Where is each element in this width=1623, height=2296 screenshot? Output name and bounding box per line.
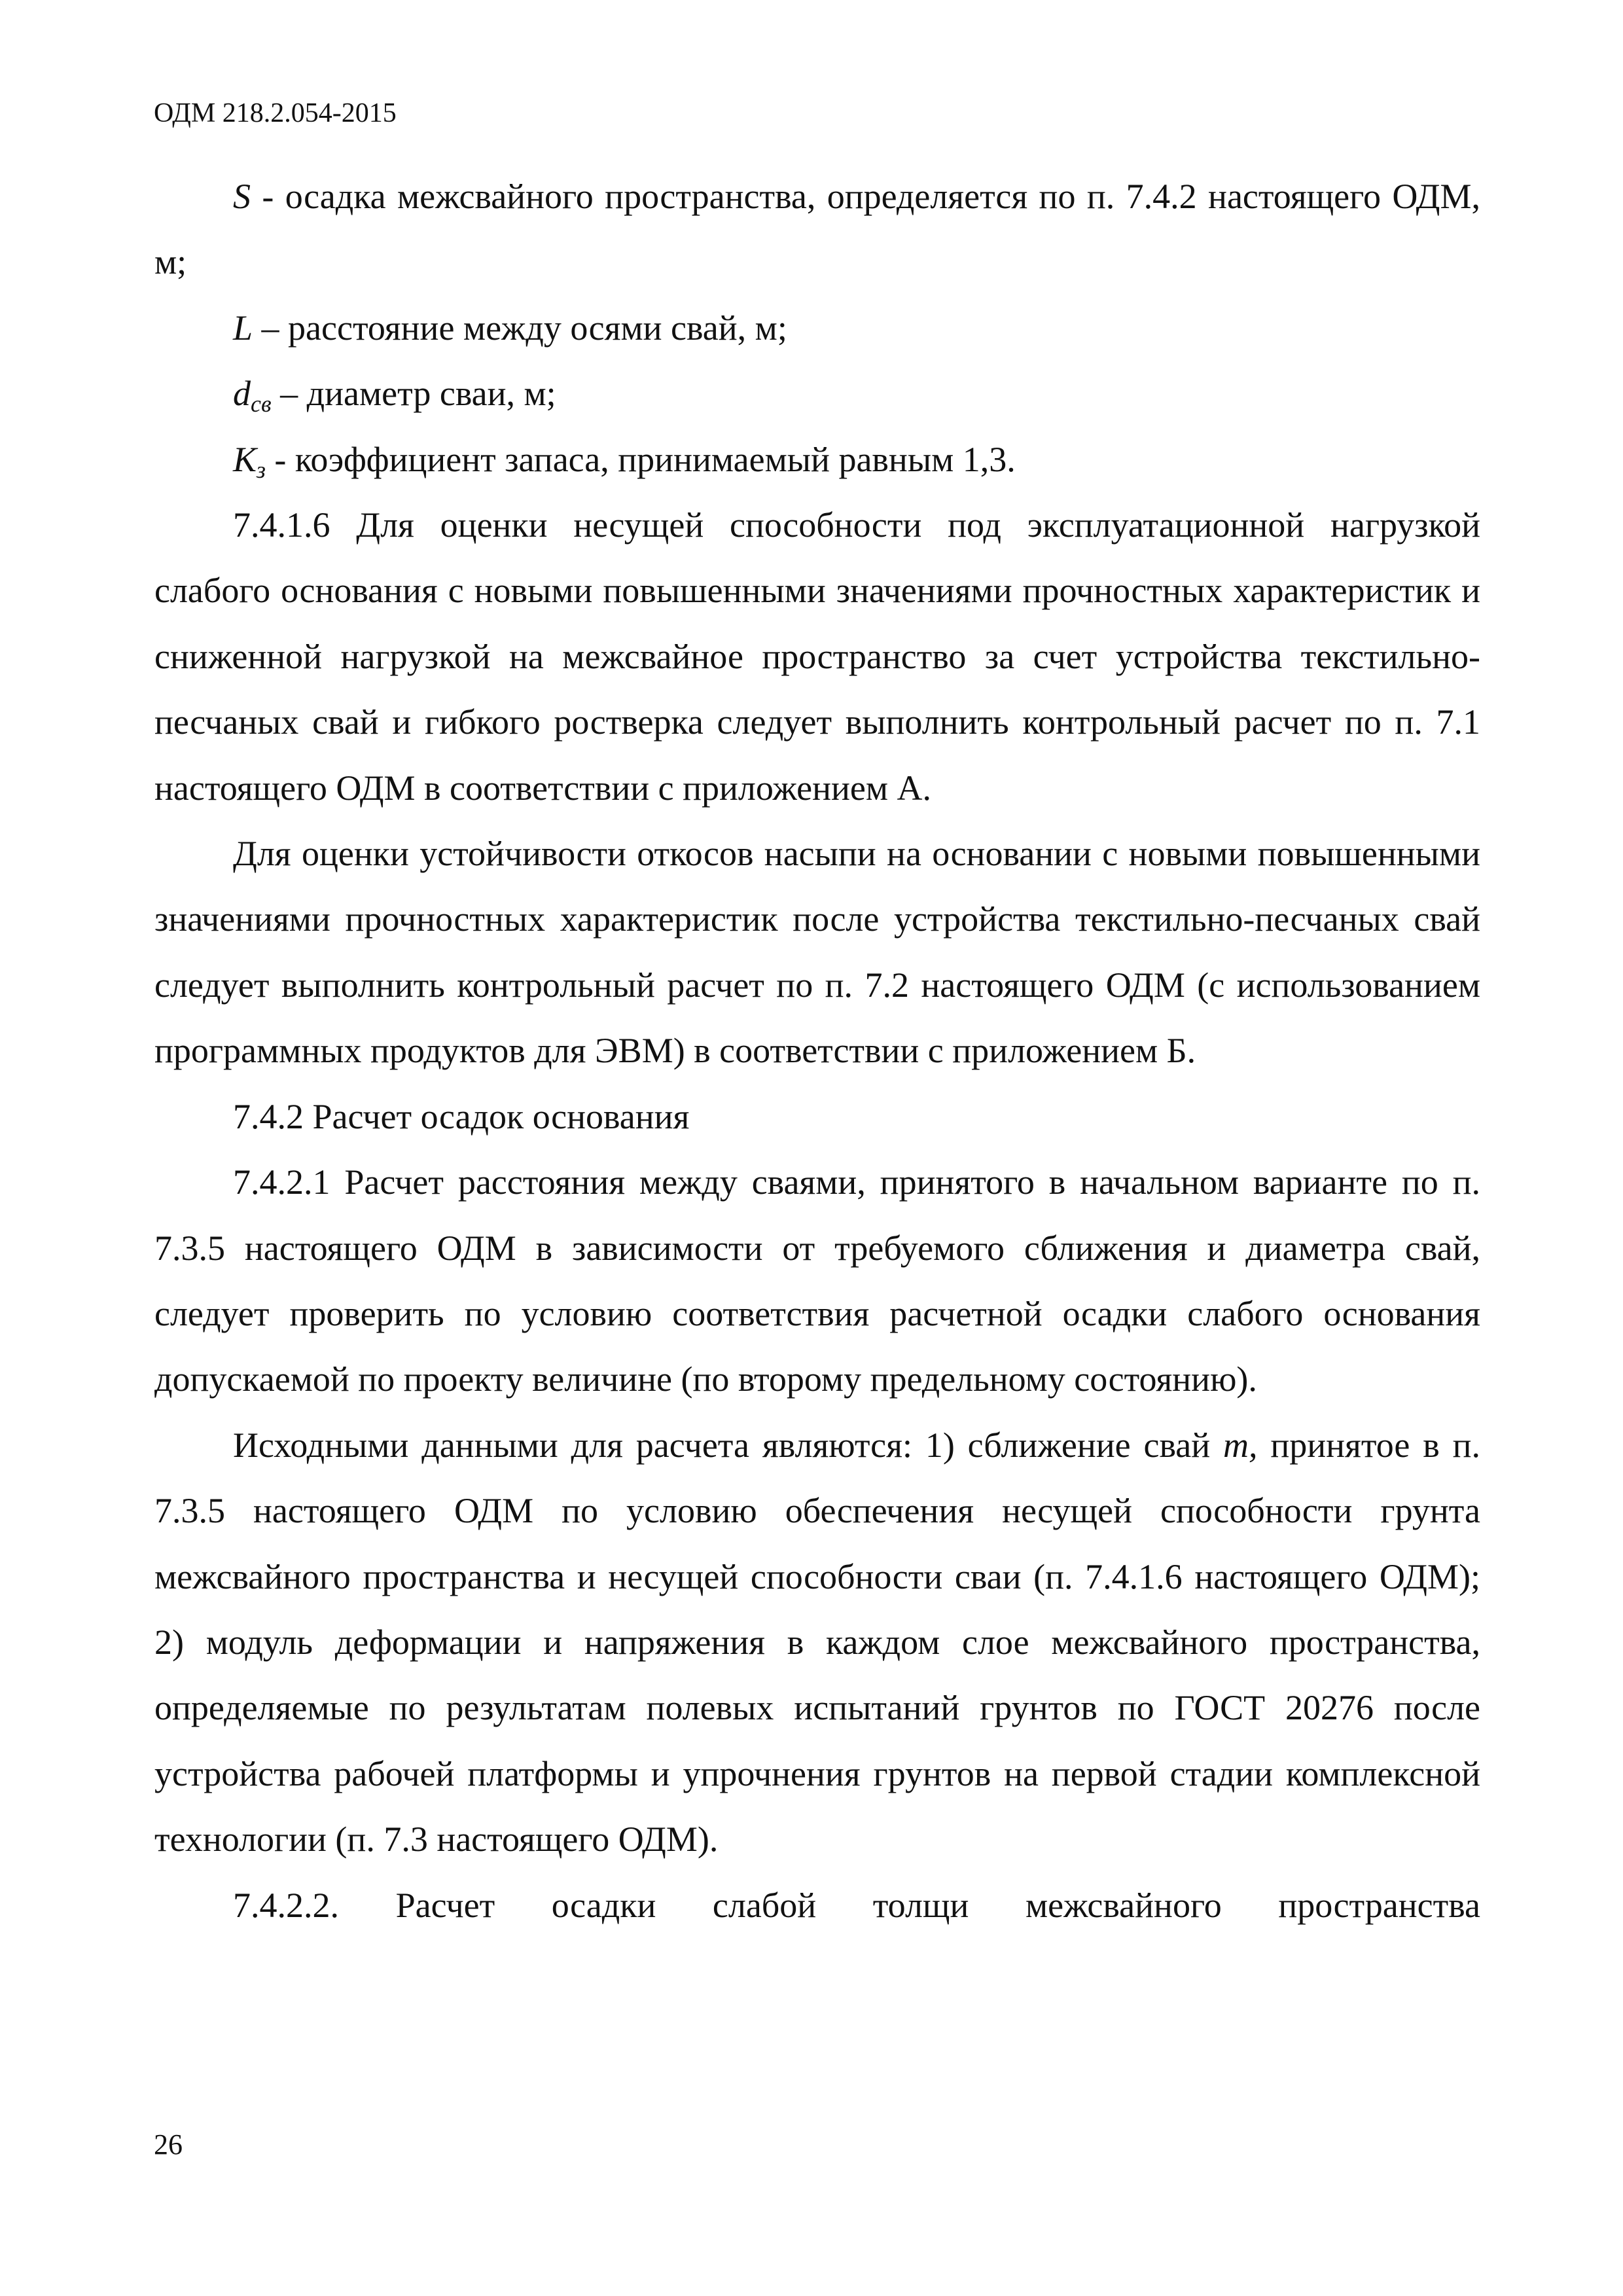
- symbol-dsv-subscript: св: [251, 391, 272, 418]
- paragraph-slope-stability: Для оценки устойчивости откосов насыпи на основании с новыми повышенными значениями прочностных характеристик после устройства текстильно-песчаных свай следует выполнить контрольный расчет по п. 7.2 настоящего ОДМ (с использованием программных продуктов для ЭВМ) в соответствии с приложением Б.: [154, 834, 1480, 1071]
- document-body: [154, 164, 1480, 1938]
- symbol-l: L: [233, 308, 253, 348]
- symbol-s: S: [233, 177, 251, 216]
- definition-s: [154, 164, 1480, 295]
- document-code-header: ОДМ 218.2.054-2015: [154, 98, 397, 128]
- symbol-kz: $К_з$: [233, 439, 266, 483]
- page-number: 26: [154, 2128, 183, 2161]
- definition-kz-text: - коэффициент запаса, принимаемый равным 1,3.: [265, 439, 1016, 479]
- symbol-dsv: $d_{св}$: [233, 374, 272, 418]
- paragraph-input-data: Исходными данными для расчета являются: 1) сближение свай m, принятое в п. 7.3.5 настоящего ОДМ по условию обеспечения несущей способности грунта межсвайного пространства и несущей способности сваи (п. 7.4.1.6 настоящего ОДМ); 2) модуль деформации и напряжения в каждом слое межсвайного пространства, определяемые по результатам полевых испытаний грунтов по ГОСТ 20276 после устройства рабочей платформы и упрочнения грунтов на первой стадии комплексной технологии (п. 7.3 настоящего ОДМ).: [154, 1425, 1480, 1859]
- definition-kz: [154, 427, 1480, 492]
- paragraph-7-4-2-1: 7.4.2.1 Расчет расстояния между сваями, принятого в начальном варианте по п. 7.3.5 настоящего ОДМ в зависимости от требуемого сближения и диаметра свай, следует проверить по условию соответствия расчетной осадки слабого основания допускаемой по проекту величине (по второму предельному состоянию).: [154, 1162, 1480, 1399]
- variable-m: m,: [1222, 1425, 1258, 1465]
- definition-s-text: - осадка межсвайного пространства, определяется по п. 7.4.2 настоящего ОДМ, м;: [154, 177, 1480, 282]
- paragraph-7-4-1-6: 7.4.1.6 Для оценки несущей способности под эксплуатационной нагрузкой слабого основания с новыми повышенными значениями прочностных характеристик и сниженной нагрузкой на межсвайное пространство за счет устройства текстильно-песчаных свай и гибкого ростверка следует выполнить контрольный расчет по п. 7.1 настоящего ОДМ в соответствии с приложением А.: [154, 505, 1480, 808]
- symbol-kz-subscript: з: [256, 456, 266, 483]
- definition-dsv: [154, 361, 1480, 426]
- definition-l: [154, 295, 1480, 361]
- paragraph-7-4-2-2: 7.4.2.2. Расчет осадки слабой толщи межсвайного пространства: [233, 1885, 1480, 1925]
- definition-l-text: – расстояние между осями свай, м;: [253, 308, 787, 348]
- definition-dsv-text: – диаметр сваи, м;: [271, 374, 556, 414]
- section-heading-7-4-2: 7.4.2 Расчет осадок основания: [233, 1096, 690, 1136]
